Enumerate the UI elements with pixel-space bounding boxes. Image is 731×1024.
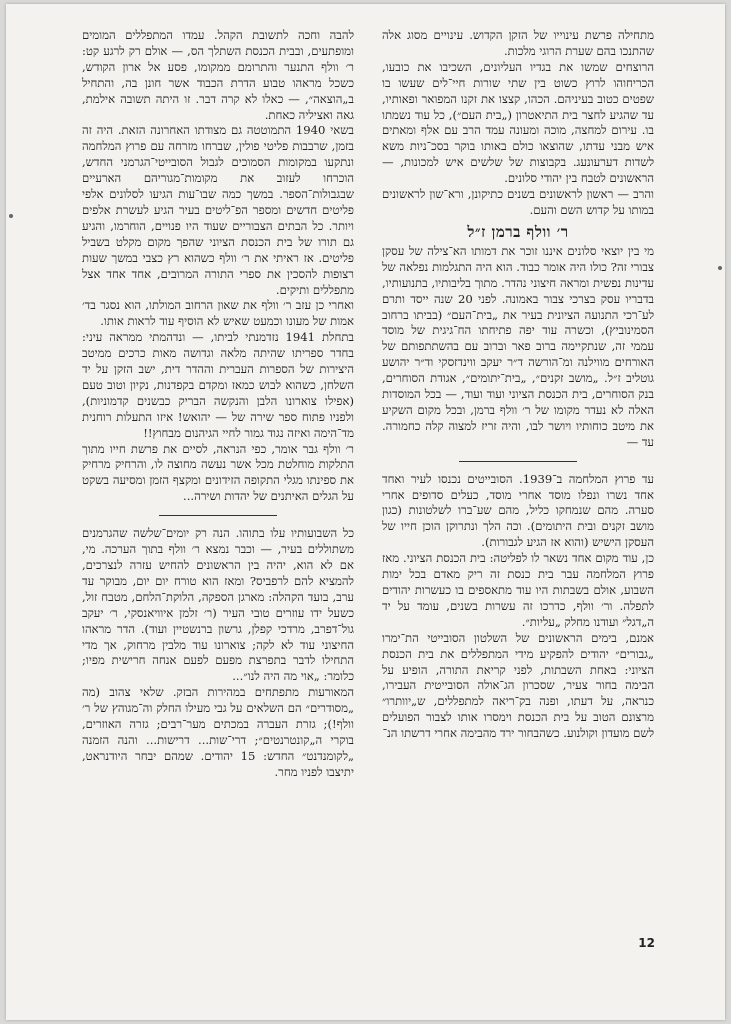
paragraph: עד פרוץ המלחמה ב־1939. הסובייטים נכנסו לעיר ואחד אחד נשרו ונפלו מוסד אחרי מוסד, כעלים סדופים אחרי סערה. מהם שנמחקו כליל, מהם שע־ברו לשלטונות (כגון מושב זקנים ובית היתומים). וכה הלך ונתרוקן הוכן חייו של העסקן הישיש (והוא אז הגיע לגבורות).: [382, 471, 654, 550]
right-column: [382, 28, 654, 742]
document-page: [6, 4, 725, 1020]
paragraph: ר׳ וולף גבר אומר, כפי הנראה, לסיים את פרשת חייו מתוך התלקות מוחלטת מכל אשר נעשה מחוצה לו, והרחיק מרחיק את ספינתו מגלי התקופה הזידונים ומקצף הזמן ומסיעה בשקט על הגלים האיתנים של יהדות ושירה...: [82, 441, 354, 504]
paragraph: מתחילה פרשת עינוייו של הזקן הקדוש. עינויים מסוג אלה שהתנכו בהם שערת הרוגי מלכות.: [382, 28, 654, 58]
paragraph: כל השבועותיו עלו בתוהו. הנה רק יומים־שלשה שהגרמנים משתוללים בעיר, — וכבר נמצא ר׳ וולף בתוך הערכה. מי, אם לא הוא, יהיה בין הראשונים להחיש עזרה לנצרכים, להמציא להם לרפביס? ומאז הוא טורח יום יום, מבוקר עד ערב, בועד הקהלה: מארגן הספקה, הלוקת־הלחם, מטבח זול, כשעל ידו עוזרים טובי העיר (ר׳ זלמן איוויאנסקי, ר׳ יעקב גול־דפרב, מרדכי קפלן, גרשון ברנשטיין ועוד). הדר מראהו החיצוני עוד לא לקה; צוארונו עוד מלבין מרחוק, אך מדי התחילו לדבר בתפרצת מפעם לפעם אנחה חרישית מפיו; כלומר: „אוי מה היה לנו״...: [82, 526, 354, 684]
paragraph: בשאי 1940 התמוטטה גם מצודתו האחרונה הזאת. היה זה בזמן, שרבבות פליטי פולין, שברחו מזרחה עם פרוץ המלחמה ונתקעו במקומות הסמוכים לגבול הסובייטי־הגרמני החדש, הוכרחו לעזוב את מקומות־מגוריהם הארעיים שבגבולות־הספר. במשך כמה שבו־עות הגיעו לסלונים אלפי פליטים חדשים ומספר הפ־ליטים בעיר הגיע לעשרת אלפים ויותר. כל הבתים הצבוריים שעוד היו פנויים, הוחרמו, והגיע גם תורו של בית הכנסת הציוני שהפך מקום מקלט בשביל פליטים. אז ראיתי את ר׳ וולף כשהוא רץ כצבי במשך שעות רצופות להסכין את ספרי התורה המרובים, אחד אחד אצל מתפללים ותיקים.: [82, 123, 354, 297]
section-separator: [159, 515, 277, 516]
paragraph: מי בין יוצאי סלונים איננו זוכר את דמותו הא־צילה של עסקן צבורי זה? כולו היה אומר כבוד. הוא היה התגלמות נפלאה של עדינות נפשית ומראה חיצוני נהדר. מתוך בליבותיו, בתנועותיו, בדבריו עסק בצרכי צבור באמונה. לפני 20 שנה ייסד ותרם לע־רכי התנועה הציונית בעיר את „בית־העם״ (בביתו ברחוב הסמינוביץ), וכשרה עוד יפה פתיחתו הח־גיגית של מוסד עממי זה, שנתקיימה ברוב פאר וברוב עם בהשתתפותם של האורחים מווילנה ומ־הורשה ד״ר יעקב ווינדזסקי וד״ר יהושע גוטליב ז״ל. „מושב זקנים״, „בית־יתומים״, אגודת הסוחרים, בנק הסוחרים, בית הכנסת הציוני ועוד ועוד, — בכל המוסדות האלה לא נעדר מקומו של ר׳ וולף ברמן, ובכל מקום השקיע את מיטב כוחותיו ויושר לבו, והיה זריז למצוה קלה כחמורה. עד —: [382, 243, 654, 449]
page-number: 12: [638, 936, 655, 950]
paragraph: ואחרי כן עזב ר׳ וולף את שאון הרחוב המולתו, הוא נסגר בד׳ אמות של מעונו וכמעט שאיש לא הוסיף עוד לראות אותו.: [82, 298, 354, 329]
scan-speck: [718, 266, 722, 270]
paragraph: בתחלת 1941 נזדמנתי לביתו, — ונדהמתי ממראה עיני: בחדר ספריתו שהיתה מלאה וגדושה מאות כרכים ממיטב היצירות של הספרות העברית וההדר דית, ישב הזקן על יד השלחן, כשהוא לבוש כמאז ומקדם בקפדנות, נקיון וטוב טעם (אפילו צוארונו הלבן והנקשה הבריק כבשנים קדמוניות), ולפניו פתוח ספר שירה של — יהואש! איזו התעלות רוחנית מד־הימה ואיזה נגוד גמור לחיי הגיהנום מבחוץ!!: [82, 330, 354, 440]
paragraph: המאורעות מתפתחים במהירות הבזק. שלאי צהוב (מה „מסודרים״ הם השלאים על גבי מעילו החלק וה־מגוהץ של ר׳ וולף!); גזרת העברה במכתים מער־רבים; גזרה האוזרים, בוקרי ה„קונטרנטים״; דרי־שות... דרישות... והנה הזמנה „לקומנדנט״ החדש: 15 יהודים. שמהם יבחר היודנראט, יתיצבו לפניו מחר.: [82, 685, 354, 779]
section-separator: [459, 461, 577, 462]
scan-speck: [9, 214, 13, 218]
paragraph: אמנם, בימים הראשונים של השלטון הסובייטי הת־ימרו „גבורים״ יהודים להפקיע מידי המתפללים את בית הכנסת הציוני: באחת השבתות, לפני קריאת התורה, הופיע על הבימה בחור צעיר, שסכרון הג־אולה הסובייטית העבירו, כנראה, על דעתו, ופנה בק־ריאה למתפללים, ש„יוותרו״ מרצונם הטוב על בית הכנסת וימסרו אותו לצבור הפועלים לשם מועדון וקולנוע. כשהבחור ירד מהבימה אחרי דרשתו הנ־: [382, 630, 654, 741]
paragraph: הרוצחים שמשו את בגדיו העליונים, השכיבו את כובעו, הכריחוהו לרוץ כשוט בין שתי שורות חיי־לים שעשו בו שפטים כטוב בעיניהם. הכהו, קצצו את זקנו המפואר ופאותיו, עד שהגיע לחצר בית התיאטרון („בית העם״), כל עוד נשמתו בו. עירום למחצה, מוכה ומעונה עמד הרב עם אלף ומאתים איש מבני עדתו, שהוצאו כולם באותו בוקר בסכ־ניות משא לשדות דערעונעג. בקבוצות של שלשים איש למכונות, — הראשונים לטבח בין יהודי סלונים.: [382, 59, 654, 186]
paragraph: כן, עוד מקום אחד נשאר לו לפליטה: בית הכנסת הציוני. מאז פרוץ המלחמה עבר בית כנסת זה ריק מאדם בכל ימות השבוע, אולם בשבתות היו עוד מתאספים בו כעשרות יהודים לתפלה. ור׳ וולף, כדרכו זה עשרות בשנים, עומד על יד ה„דגל״ ועודנו מחלק „עליות״.: [382, 551, 654, 629]
paragraph: להבה וחכה לתשובת הקהל. עמדו המתפללים המומים ומופתעים, ובבית הכנסת השתלך הס, — אולם רק לרגע קט: ר׳ וולף התנער והתרומם ממקומו, פסע אל ארון הקודש, כשכל מראהו טבוע הדרת הכבוד אשר חונן בה, והתחיל ב„הוצאה״, — כאלו לא קרה דבר. זו היתה תשובה אילמת, גאה ואציליה כאחת.: [82, 28, 354, 122]
left-column: [82, 28, 354, 781]
section-heading: ר׳ וולף ברמן ז״ל: [467, 222, 569, 241]
paragraph: והרב — ראשון לראשונים בשנים כתיקונן, ורא־שון לראשונים במותו על קדוש השם והעם.: [382, 187, 654, 217]
